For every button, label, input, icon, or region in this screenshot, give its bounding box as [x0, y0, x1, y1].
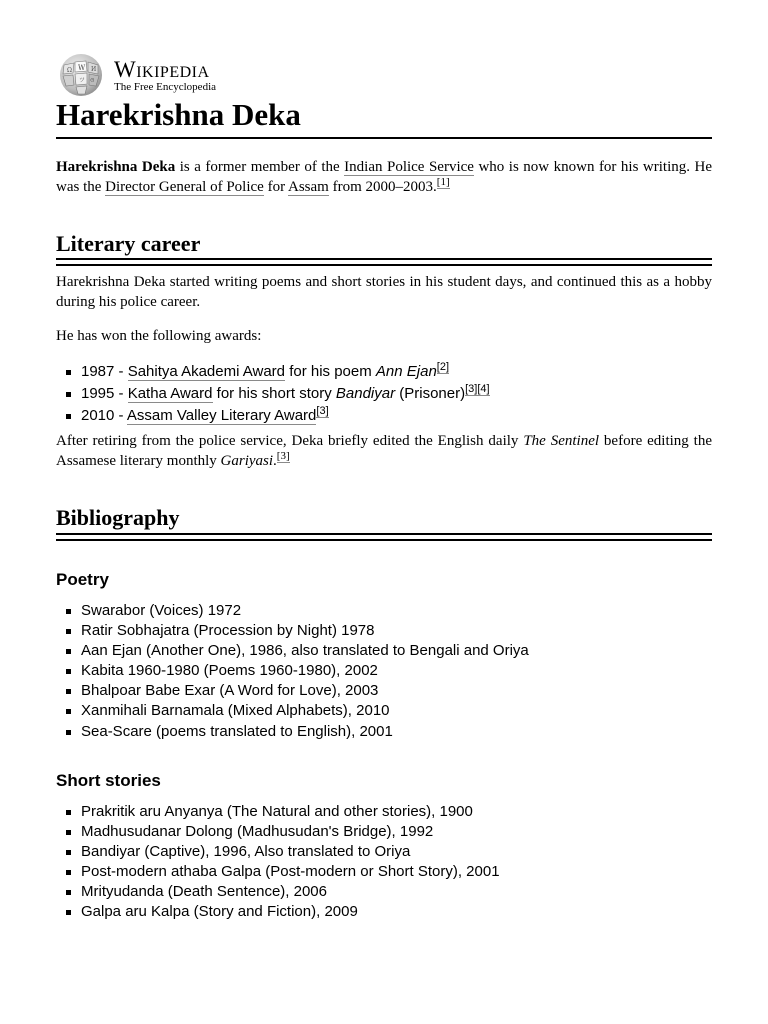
- link-sahitya-akademi-award[interactable]: Sahitya Akademi Award: [127, 363, 286, 380]
- intro-text-1: is a former member of the: [175, 159, 345, 175]
- short-stories-list: [56, 802, 712, 923]
- wikipedia-logo[interactable]: [56, 53, 216, 97]
- subsection-heading-short-stories: Short stories: [56, 771, 161, 790]
- link-director-general-of-police[interactable]: Director General of Police: [105, 179, 264, 195]
- award-year: 2010 -: [81, 407, 127, 424]
- award-year: 1995 -: [81, 385, 128, 402]
- magazine-title: Gariyasi: [220, 453, 274, 469]
- list-item: [56, 405, 712, 427]
- list-item: Post-modern athaba Galpa (Post-modern or Short Story), 2001: [56, 862, 712, 882]
- wordmark-tagline: The Free Encyclopedia: [114, 80, 217, 93]
- list-item: Bhalpoar Babe Exar (A Word for Love), 2003: [56, 681, 712, 701]
- svg-text:ツ: ツ: [79, 77, 86, 84]
- wordmark-title: Wikipedia: [114, 56, 210, 82]
- svg-text:ও: ও: [90, 77, 95, 84]
- newspaper-title: The Sentinel: [523, 433, 600, 449]
- reference-link[interactable]: [1]: [436, 176, 450, 188]
- section-heading-literary-career: Literary career: [56, 231, 201, 256]
- list-item: Prakritik aru Anyanya (The Natural and other stories), 1900: [56, 802, 712, 822]
- list-item: Aan Ejan (Another One), 1986, also translated to Bengali and Oriya: [56, 641, 712, 661]
- list-item: Bandiyar (Captive), 1996, Also translated to Oriya: [56, 842, 712, 862]
- wikipedia-globe-icon: [56, 53, 106, 97]
- award-work: Bandiyar: [335, 385, 396, 402]
- section-heading-bibliography: Bibliography: [56, 505, 180, 530]
- reference-link[interactable]: [3][4]: [465, 383, 490, 395]
- section-divider: [56, 258, 712, 266]
- list-item: Swarabor (Voices) 1972: [56, 601, 712, 621]
- intro-text-4: from 2000–2003.: [328, 179, 437, 195]
- list-item: Kabita 1960-1980 (Poems 1960-1980), 2002: [56, 661, 712, 681]
- reference-link[interactable]: [3]: [316, 405, 329, 417]
- link-indian-police-service[interactable]: Indian Police Service: [344, 159, 474, 175]
- svg-text:Ω: Ω: [67, 67, 72, 74]
- reference-link[interactable]: [2]: [436, 361, 450, 373]
- page-title: Harekrishna Deka: [56, 97, 301, 132]
- award-translation: (Prisoner): [395, 385, 466, 402]
- intro-text-2: who is now known for his writing. He was the: [56, 159, 712, 195]
- subsection-heading-poetry: Poetry: [56, 570, 109, 589]
- title-divider: [56, 137, 712, 139]
- list-item: Mrityudanda (Death Sentence), 2006: [56, 882, 712, 902]
- list-item: Sea-Scare (poems translated to English), 2001: [56, 722, 712, 742]
- intro-paragraph: [56, 157, 712, 197]
- award-text: for his short story: [212, 385, 336, 402]
- career-text-1: After retiring from the police service, Deka briefly edited the English daily: [56, 433, 524, 449]
- svg-text:И: И: [91, 66, 97, 73]
- award-work: Ann Ejan: [375, 363, 437, 380]
- link-assam[interactable]: Assam: [288, 179, 329, 195]
- link-assam-valley-literary-award[interactable]: Assam Valley Literary Award: [126, 407, 317, 424]
- list-item: [56, 361, 712, 383]
- list-item: [56, 383, 712, 405]
- list-item: Ratir Sobhajatra (Procession by Night) 1978: [56, 621, 712, 641]
- intro-text-3: for: [263, 179, 289, 195]
- link-katha-award[interactable]: Katha Award: [127, 385, 213, 402]
- career-text-2: before editing the Assamese literary monthly: [56, 433, 712, 469]
- svg-text:W: W: [78, 64, 86, 72]
- awards-list: [56, 361, 712, 427]
- wordmark: [114, 58, 216, 93]
- career-paragraph-3: [56, 431, 712, 471]
- award-text: for his poem: [285, 363, 376, 380]
- career-paragraph-1: Harekrishna Deka started writing poems and short stories in his student days, and continued this as a hobby during his police career.: [56, 274, 712, 310]
- reference-link[interactable]: [3]: [276, 450, 290, 462]
- career-paragraph-2: He has won the following awards:: [56, 328, 262, 344]
- list-item: Galpa aru Kalpa (Story and Fiction), 2009: [56, 902, 712, 922]
- list-item: Xanmihali Barnamala (Mixed Alphabets), 2010: [56, 701, 712, 721]
- award-year: 1987 -: [81, 363, 128, 380]
- career-text-3: .: [273, 453, 277, 469]
- section-divider: [56, 533, 712, 541]
- list-item: Madhusudanar Dolong (Madhusudan's Bridge), 1992: [56, 822, 712, 842]
- poetry-list: [56, 601, 712, 742]
- subject-name: Harekrishna Deka: [56, 159, 176, 175]
